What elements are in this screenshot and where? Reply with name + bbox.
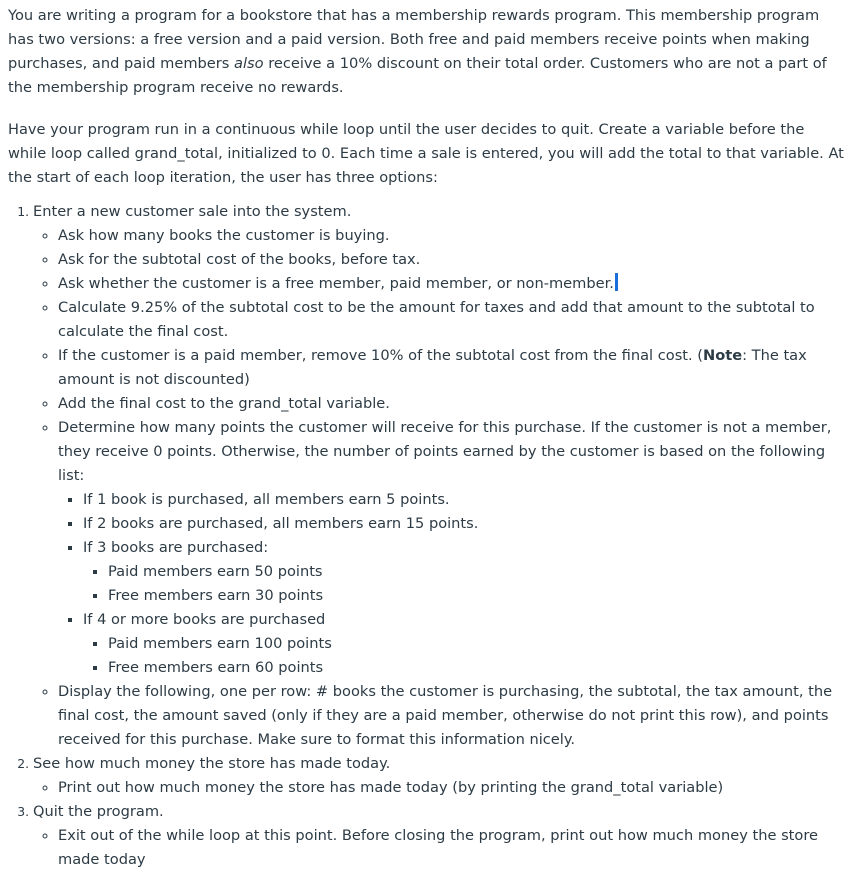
list-item: ◦ Calculate 9.25% of the subtotal cost to be the amount for taxes and add that amount to the subtotal to calculate the final cost.: [58, 296, 844, 344]
list-item: ◦ Determine how many points the customer will receive for this purchase. If the customer is not a member, they receive 0 points. Otherwise, the number of points earned by the customer is based on the following list: ▪ If 1 book is purchased, all members earn 5 points. ▪ If 2 books are purchased, all members earn 15 points. ▪ If 3 books are purchased: ▪ Paid members earn 50 points ▪ Free members earn 30 points ▪ If 4 or more books are purchased ▪ Paid members earn 100 points ▪ Free members earn 60 points: [58, 416, 844, 680]
list-item: ◦ Ask whether the customer is a free member, paid member, or non-member.: [58, 272, 844, 296]
list-item: ▪ If 4 or more books are purchased ▪ Paid members earn 100 points ▪ Free members earn 60 points: [83, 608, 844, 680]
points-list: [58, 488, 844, 680]
list-item: ▪ Free members earn 60 points: [108, 656, 844, 680]
list-item: ◦ Ask for the subtotal cost of the books, before tax.: [58, 248, 844, 272]
list-item: ▪ If 2 books are purchased, all members earn 15 points.: [83, 512, 844, 536]
list-item: ◦ Display the following, one per row: # books the customer is purchasing, the subtotal, the tax amount, the final cost, the amount saved (only if they are a paid member, otherwise do not print this row), and points received for this purchase. Make sure to format this information nicely.: [58, 680, 844, 752]
list-item: ◦ If the customer is a paid member, remove 10% of the subtotal cost from the final cost. (Note: The tax amount is not discounted): [58, 344, 844, 392]
instructions-paragraph: Have your program run in a continuous while loop until the user decides to quit. Create a variable before the while loop called grand_total, initialized to 0. Each time a sale is entered, you will add the total to that variable. At the start of each loop iteration, the user has three options:: [8, 121, 844, 186]
list-item: ▪ Paid members earn 50 points: [108, 560, 844, 584]
list-item: ▪ If 1 book is purchased, all members earn 5 points.: [83, 488, 844, 512]
list-item: ▪ Paid members earn 100 points: [108, 632, 844, 656]
intro-paragraph: You are writing a program for a bookstore that has a membership rewards program. This membership program has two versions: a free version and a paid version. Both free and paid members receive points when making purchases, and paid members also receive a 10% discount on their total order. Customers who are not a part of the membership program receive no rewards.: [8, 7, 827, 96]
list-item: ◦ Exit out of the while loop at this point. Before closing the program, print out how much money the store made today: [58, 824, 844, 872]
text-cursor: [615, 273, 618, 291]
list-item: ▪ Free members earn 30 points: [108, 584, 844, 608]
list-item: ◦ Print out how much money the store has made today (by printing the grand_total variable): [58, 776, 844, 800]
list-item: ◦ Ask how many books the customer is buying.: [58, 224, 844, 248]
list-item: ▪ If 3 books are purchased: ▪ Paid members earn 50 points ▪ Free members earn 30 points: [83, 536, 844, 608]
option-quit: 3. Quit the program. ◦ Exit out of the while loop at this point. Before closing the program, print out how much money the store made today: [33, 800, 844, 872]
option-see-money: 2. See how much money the store has made today. ◦ Print out how much money the store has made today (by printing the grand_total variable): [33, 752, 844, 800]
options-list: [8, 200, 844, 872]
list-item: ◦ Add the final cost to the grand_total variable.: [58, 392, 844, 416]
option-new-sale: 1. Enter a new customer sale into the system. ◦ Ask how many books the customer is buying. ◦ Ask for the subtotal cost of the books, before tax. ◦ Ask whether the customer is a free member, paid member, or non-member. ◦ Calculate 9.25% of the subtotal cost to be the amount for taxes and add that amount to the subtotal to calculate the final cost. ◦ If the customer is a paid member, remove 10% of the subtotal cost from the final cost. (Note: The tax amount is not discounted) ◦ Add the final cost to the grand_total variable. ◦ Determine how many points the customer will receive for this purchase. If the customer is not a member, they receive 0 points. Otherwise, the number of points earned by the customer is based on the following list: ▪ If 1 book is purchased, all members earn 5 points. ▪ If 2 books are purchased, all members earn 15 points. ▪ If 3 books are purchased: ▪ Paid members earn 50 points ▪ Free members earn 30 points ▪ If 4 or more books are purchased ▪ Paid members earn 100 points ▪ Free members earn 60 points ◦ Display the following, one per row: # books the customer is purchasing, the subtotal, the tax amount, the final cost, the amount saved (only if they are a paid member, otherwise do not print this row), and points received for this purchase. Make sure to format this information nicely.: [33, 200, 844, 752]
